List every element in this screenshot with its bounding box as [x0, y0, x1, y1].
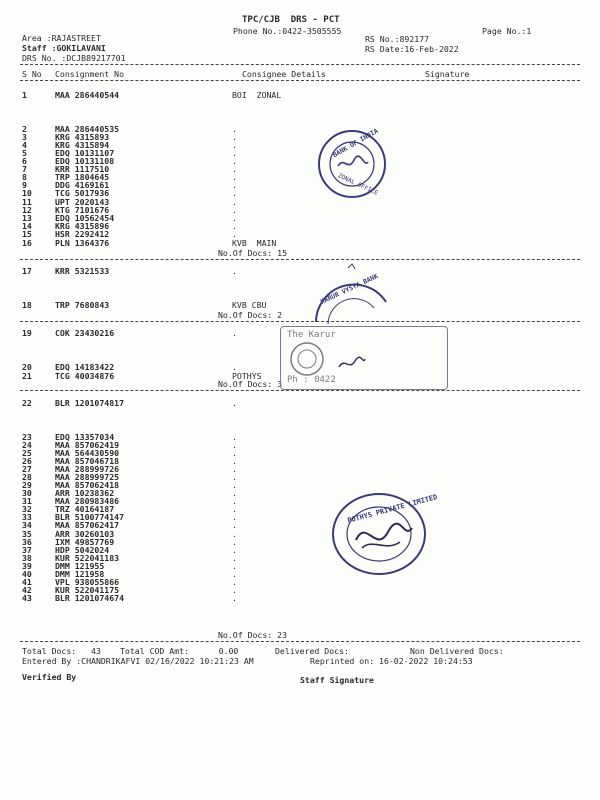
phone-number: Phone No.:0422-3505555: [233, 26, 342, 36]
row-consignment-no: DDG 4169161: [55, 180, 110, 190]
kvb-cbu-stamp: [280, 326, 448, 390]
row-sno: 17: [22, 266, 32, 276]
row-sno: 42: [22, 585, 32, 595]
verified-by: Verified By: [22, 672, 77, 682]
row-consignment-no: BLR 5100774147: [55, 512, 125, 522]
row-sno: 14: [22, 221, 32, 231]
row-consignment-no: DMM 121958: [55, 569, 105, 579]
row-consignee: .: [232, 456, 237, 466]
row-consignment-no: KRR 5321533: [55, 266, 110, 276]
row-consignee: .: [232, 156, 237, 166]
row-consignee: .: [232, 537, 237, 547]
row-consignment-no: TCG 5017936: [55, 188, 110, 198]
row-sno: 37: [22, 545, 32, 555]
row-consignee: .: [232, 561, 237, 571]
row-sno: 39: [22, 561, 32, 571]
staff-signature: Staff Signature: [300, 675, 374, 685]
row-consignment-no: MAA 288999725: [55, 472, 120, 482]
row-consignee: .: [232, 545, 237, 555]
row-sno: 28: [22, 472, 32, 482]
area-label: Area :RAJASTREET: [22, 33, 101, 43]
total-docs: Total Docs: 43: [22, 646, 101, 656]
col-consignee: Consignee Details: [242, 69, 326, 79]
row-consignment-no: KUR 522041175: [55, 585, 120, 595]
row-sno: 31: [22, 496, 32, 506]
row-consignment-no: EDQ 10562454: [55, 213, 115, 223]
row-consignment-no: COK 23430216: [55, 328, 115, 338]
row-sno: 7: [22, 164, 27, 174]
group-subtotal: No.Of Docs: 15: [218, 248, 288, 258]
row-consignee: .: [232, 164, 237, 174]
row-consignment-no: MAA 857046718: [55, 456, 120, 466]
row-consignee: .: [232, 205, 237, 215]
row-sno: 4: [22, 140, 27, 150]
group-subtotal: No.Of Docs: 23: [218, 630, 288, 640]
row-sno: 11: [22, 197, 32, 207]
entered-by: Entered By :CHANDRIKAFVI 02/16/2022 10:21:23 AM: [22, 656, 254, 666]
row-sno: 22: [22, 398, 32, 408]
row-consignee: .: [232, 504, 237, 514]
row-sno: 19: [22, 328, 32, 338]
col-sno: S No: [22, 69, 42, 79]
row-sno: 8: [22, 172, 27, 182]
row-consignee: .: [232, 593, 237, 603]
row-consignment-no: TRZ 40164187: [55, 504, 115, 514]
row-consignment-no: MAA 280983486: [55, 496, 120, 506]
row-consignment-no: KRG 4315894: [55, 140, 110, 150]
boi-seal-text-2: ZONAL OFFICE: [336, 172, 380, 197]
table-row: [0, 398, 600, 408]
row-sno: 43: [22, 593, 32, 603]
row-sno: 35: [22, 529, 32, 539]
row-consignment-no: MAA 857062417: [55, 520, 120, 530]
divider: [20, 64, 580, 65]
row-sno: 24: [22, 440, 32, 450]
row-consignee: .: [232, 229, 237, 239]
row-consignee: .: [232, 512, 237, 522]
divider: [20, 321, 580, 322]
row-consignment-no: MAA 286440535: [55, 124, 120, 134]
divider: [20, 390, 580, 391]
doc-title: TPC/CJB DRS - PCT: [242, 15, 340, 25]
row-consignment-no: TCG 40034876: [55, 371, 115, 381]
row-consignment-no: MAA 857062419: [55, 440, 120, 450]
total-cod: Total COD Amt: 0.00: [120, 646, 239, 656]
row-consignment-no: EDQ 14183422: [55, 362, 115, 372]
row-consignment-no: EDQ 10131108: [55, 156, 115, 166]
non-delivered-docs: Non Delivered Docs:: [410, 646, 504, 656]
divider: [20, 80, 580, 81]
row-sno: 18: [22, 300, 32, 310]
row-consignee: .: [232, 585, 237, 595]
row-sno: 5: [22, 148, 27, 158]
row-consignment-no: PLN 1364376: [55, 238, 110, 248]
boi-seal: [316, 128, 388, 200]
row-consignee: .: [232, 266, 237, 276]
row-consignee: .: [232, 132, 237, 142]
row-sno: 32: [22, 504, 32, 514]
row-sno: 26: [22, 456, 32, 466]
row-consignment-no: DMM 121955: [55, 561, 105, 571]
row-consignment-no: KTG 7101676: [55, 205, 110, 215]
kvb-cbu-stamp-text: The Karur: [287, 330, 336, 340]
row-consignee: .: [232, 464, 237, 474]
row-sno: 16: [22, 238, 32, 248]
row-consignment-no: EDQ 10131107: [55, 148, 115, 158]
row-sno: 38: [22, 553, 32, 563]
row-consignee: .: [232, 172, 237, 182]
rs-date: RS Date:16-Feb-2022: [365, 44, 459, 54]
row-consignment-no: MAA 288999726: [55, 464, 120, 474]
divider: [20, 641, 580, 642]
row-consignee: .: [232, 197, 237, 207]
row-consignee: .: [232, 148, 237, 158]
col-consignment: Consignment No: [55, 69, 125, 79]
rs-number: RS No.:892177: [365, 34, 430, 44]
group-subtotal: No.Of Docs: 2: [218, 310, 283, 320]
row-consignment-no: HSR 2292412: [55, 229, 110, 239]
row-consignee: .: [232, 488, 237, 498]
row-consignment-no: KRR 1117510: [55, 164, 110, 174]
row-sno: 13: [22, 213, 32, 223]
row-consignee: BOI ZONAL: [232, 90, 282, 100]
row-consignment-no: BLR 1201074674: [55, 593, 125, 603]
page-number: Page No.:1: [482, 26, 532, 36]
row-consignment-no: KUR 522041183: [55, 553, 120, 563]
table-row: [0, 300, 600, 310]
row-consignment-no: ARR 10238362: [55, 488, 115, 498]
row-sno: 25: [22, 448, 32, 458]
row-sno: 6: [22, 156, 27, 166]
row-sno: 15: [22, 229, 32, 239]
row-consignment-no: MAA 857062418: [55, 480, 120, 490]
row-consignment-no: VPL 938055866: [55, 577, 120, 587]
row-consignee: .: [232, 472, 237, 482]
row-consignment-no: MAA 564430590: [55, 448, 120, 458]
pothys-seal: [326, 488, 439, 580]
row-sno: 20: [22, 362, 32, 372]
row-consignment-no: TRP 7680843: [55, 300, 110, 310]
row-consignment-no: UPT 2020143: [55, 197, 110, 207]
row-consignee: .: [232, 553, 237, 563]
kvb-cbu-stamp-phone: Ph : 0422: [287, 375, 336, 385]
row-consignee: .: [232, 496, 237, 506]
row-consignment-no: MAA 286440544: [55, 90, 120, 100]
row-sno: 9: [22, 180, 27, 190]
row-consignee: .: [232, 140, 237, 150]
table-row: [0, 90, 600, 100]
row-consignment-no: KRG 4315893: [55, 132, 110, 142]
row-sno: 29: [22, 480, 32, 490]
drs-number: DRS No. :DCJB89217701: [22, 53, 126, 63]
table-row: [0, 266, 600, 276]
row-consignee: .: [232, 520, 237, 530]
table-row: [0, 593, 600, 603]
row-consignee: .: [232, 328, 237, 338]
row-consignee: .: [232, 213, 237, 223]
group-subtotal: No.Of Docs: 3: [218, 379, 283, 389]
row-sno: 33: [22, 512, 32, 522]
staff-label: Staff :GOKILAVANI: [22, 43, 106, 53]
row-sno: 2: [22, 124, 27, 134]
row-consignment-no: TRP 1804645: [55, 172, 110, 182]
row-consignee: .: [232, 569, 237, 579]
row-sno: 27: [22, 464, 32, 474]
row-sno: 21: [22, 371, 32, 381]
row-consignee: .: [232, 188, 237, 198]
row-consignment-no: ARR 30260103: [55, 529, 115, 539]
row-consignment-no: IXM 49857769: [55, 537, 115, 547]
table-row: [0, 238, 600, 248]
row-sno: 1: [22, 90, 27, 100]
row-consignee: .: [232, 362, 237, 372]
row-consignee: POTHYS: [232, 371, 262, 381]
row-consignee: .: [232, 440, 237, 450]
row-consignment-no: HDP 5042024: [55, 545, 110, 555]
row-consignee: .: [232, 221, 237, 231]
row-consignee: .: [232, 480, 237, 490]
row-consignee: .: [232, 577, 237, 587]
boi-seal-text: BANK OF INDIA: [331, 126, 380, 160]
row-consignment-no: KRG 4315896: [55, 221, 110, 231]
kvb-seal: [308, 262, 393, 332]
row-sno: 41: [22, 577, 32, 587]
row-consignee: .: [232, 448, 237, 458]
row-consignee: .: [232, 180, 237, 190]
col-signature: Signature: [425, 69, 470, 79]
row-consignee: .: [232, 432, 237, 442]
pothys-seal-text: POTHYS PRIVATE LIMITED: [346, 493, 439, 525]
row-sno: 30: [22, 488, 32, 498]
row-sno: 3: [22, 132, 27, 142]
delivered-docs: Delivered Docs:: [275, 646, 349, 656]
divider: [20, 259, 580, 260]
row-consignee: .: [232, 398, 237, 408]
row-consignee: .: [232, 529, 237, 539]
row-sno: 23: [22, 432, 32, 442]
row-sno: 12: [22, 205, 32, 215]
row-sno: 34: [22, 520, 32, 530]
row-consignment-no: BLR 1201074817: [55, 398, 125, 408]
row-consignee: .: [232, 124, 237, 134]
row-sno: 40: [22, 569, 32, 579]
kvb-seal-text: KARUR VYSYA BANK: [319, 272, 380, 306]
row-consignment-no: EDQ 13357034: [55, 432, 115, 442]
row-consignee: KVB MAIN: [232, 238, 277, 248]
row-sno: 36: [22, 537, 32, 547]
reprinted-on: Reprinted on: 16-02-2022 10:24:53: [310, 656, 473, 666]
row-consignee: KVB CBU: [232, 300, 267, 310]
row-sno: 10: [22, 188, 32, 198]
